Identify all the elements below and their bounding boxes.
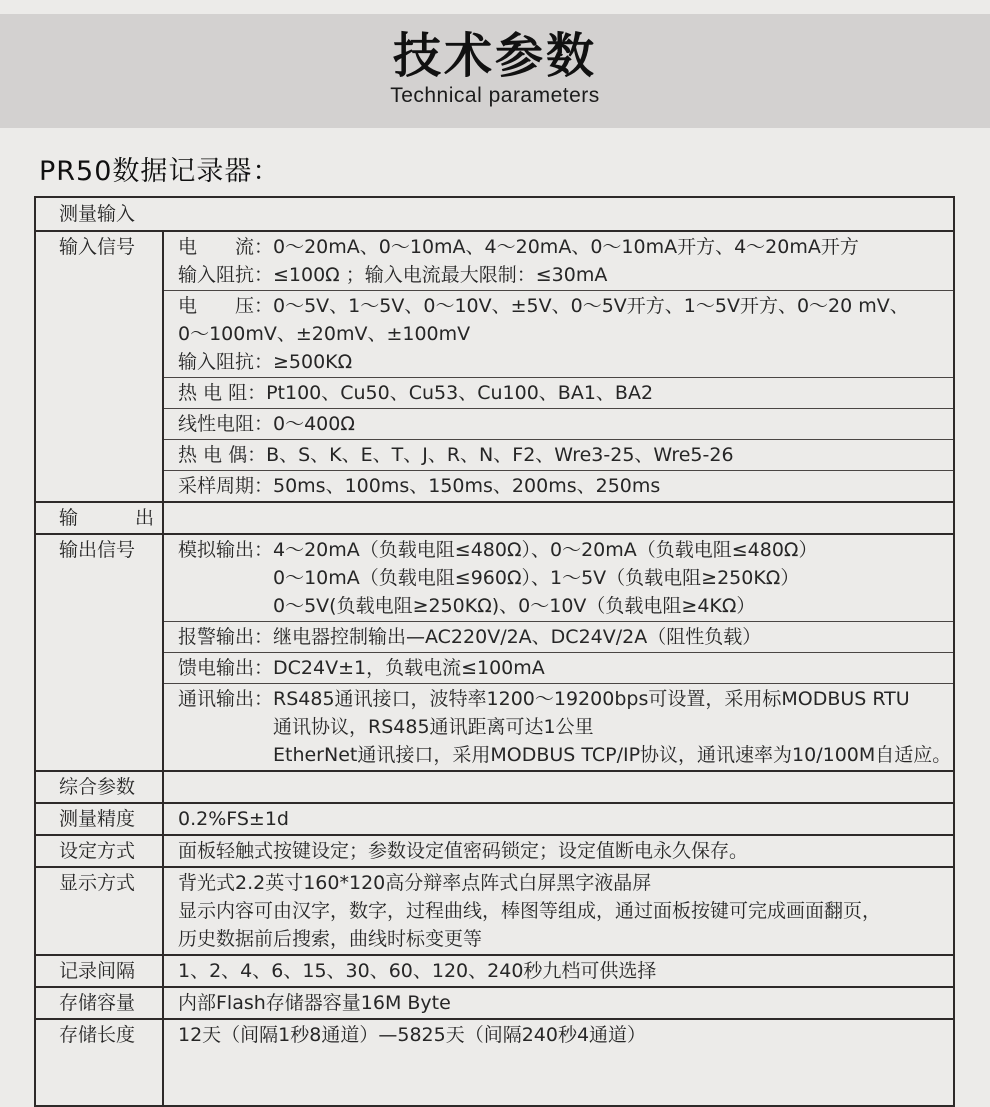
spec-group	[164, 804, 953, 834]
spec-line: 0.2%FS±1d	[178, 808, 289, 830]
row-label: 测量输入	[59, 203, 136, 225]
spec-line: 内部Flash存储器容量16M Byte	[178, 992, 451, 1014]
spec-line: 通讯协议，RS485通讯距离可达1公里	[273, 716, 594, 738]
spec-line: 馈电输出：DC24V±1，负载电流≤100mA	[178, 657, 545, 679]
row-label: 设定方式	[36, 836, 164, 866]
spec-group	[164, 683, 953, 770]
spec-group	[164, 652, 953, 683]
row-label: 输 出	[36, 503, 164, 533]
param-row	[36, 1018, 953, 1105]
param-row	[36, 802, 953, 834]
spec-line: 背光式2.2英寸160*120高分辩率点阵式白屏黑字液晶屏	[178, 872, 652, 894]
row-value	[164, 503, 953, 533]
spec-group	[164, 408, 953, 439]
param-row	[36, 834, 953, 866]
row-label: 输出信号	[36, 535, 164, 770]
spec-line: 线性电阻：0～400Ω	[178, 413, 355, 435]
spec-line: 报警输出：继电器控制输出—AC220V/2A、DC24V/2A（阻性负载）	[178, 626, 762, 648]
product-heading: PR50数据记录器：	[39, 156, 281, 187]
spec-group	[164, 836, 953, 866]
page-subtitle: Technical parameters	[390, 84, 600, 108]
row-value	[164, 535, 953, 770]
spec-line: 1、2、4、6、15、30、60、120、240秒九档可供选择	[178, 960, 657, 982]
spec-group	[164, 621, 953, 652]
spec-group	[164, 1020, 953, 1050]
spec-line: 0～100mV、±20mV、±100mV	[178, 323, 471, 345]
param-row	[36, 533, 953, 770]
spec-line: 输入阻抗：≥500KΩ	[178, 351, 353, 373]
row-value	[164, 868, 953, 954]
row-value	[164, 772, 953, 802]
spec-group	[164, 290, 953, 377]
row-label: 记录间隔	[36, 956, 164, 986]
spec-line: 面板轻触式按键设定；参数设定值密码锁定；设定值断电永久保存。	[178, 840, 749, 862]
spec-group	[164, 956, 953, 986]
spec-line: 0～10mA（负载电阻≤960Ω）、1～5V（负载电阻≥250KΩ）	[273, 567, 800, 589]
row-value	[164, 804, 953, 834]
row-label: 测量精度	[36, 804, 164, 834]
spec-group	[164, 232, 953, 290]
spec-group	[164, 988, 953, 1018]
spec-line: 电 流：0～20mA、0～10mA、4～20mA、0～10mA开方、4～20mA开方	[178, 236, 859, 258]
section-row	[36, 501, 953, 533]
row-value	[164, 988, 953, 1018]
spec-line: 通讯输出：RS485通讯接口，波特率1200～19200bps可设置，采用标MODBUS RTU	[178, 688, 910, 710]
param-row	[36, 986, 953, 1018]
row-value	[164, 836, 953, 866]
row-value	[164, 232, 953, 501]
param-row	[36, 230, 953, 501]
row-label: 综合参数	[36, 772, 164, 802]
spec-group	[164, 377, 953, 408]
spec-line: 显示内容可由汉字，数字，过程曲线，棒图等组成，通过面板按键可完成画面翻页，	[178, 900, 882, 922]
spec-group	[164, 535, 953, 621]
spec-line: 采样周期：50ms、100ms、150ms、200ms、250ms	[178, 475, 661, 497]
spec-group	[164, 470, 953, 501]
row-label: 存储长度	[36, 1020, 164, 1105]
spec-line: 热 电 阻：Pt100、Cu50、Cu53、Cu100、BA1、BA2	[178, 382, 654, 404]
spec-line: 模拟输出：4～20mA（负载电阻≤480Ω）、0～20mA（负载电阻≤480Ω）	[178, 539, 818, 561]
row-label: 显示方式	[36, 868, 164, 954]
page-header-band	[0, 14, 990, 128]
row-value	[164, 956, 953, 986]
spec-line: 0～5V(负载电阻≥250KΩ)、0～10V（负载电阻≥4KΩ）	[273, 595, 756, 617]
spec-table	[34, 196, 955, 1107]
spec-line: 输入阻抗：≤100Ω ；输入电流最大限制：≤30mA	[178, 264, 608, 286]
spec-line: EtherNet通讯接口，采用MODBUS TCP/IP协议，通讯速率为10/100M自适应。	[273, 744, 952, 766]
param-row	[36, 866, 953, 954]
page-title: 技术参数	[392, 28, 597, 84]
row-value	[164, 1020, 953, 1105]
row-label: 输入信号	[36, 232, 164, 501]
spec-line: 12天（间隔1秒8通道）—5825天（间隔240秒4通道）	[178, 1024, 647, 1046]
row-label: 存储容量	[36, 988, 164, 1018]
spec-group	[164, 439, 953, 470]
section-row	[36, 770, 953, 802]
spec-line: 历史数据前后搜索，曲线时标变更等	[178, 928, 483, 950]
spec-group	[164, 868, 953, 954]
spec-line: 电 压：0～5V、1～5V、0～10V、±5V、0～5V开方、1～5V开方、0～20 mV、	[178, 295, 909, 317]
section-row	[36, 198, 953, 230]
param-row	[36, 954, 953, 986]
spec-line: 热 电 偶：B、S、K、E、T、J、R、N、F2、Wre3-25、Wre5-26	[178, 444, 734, 466]
